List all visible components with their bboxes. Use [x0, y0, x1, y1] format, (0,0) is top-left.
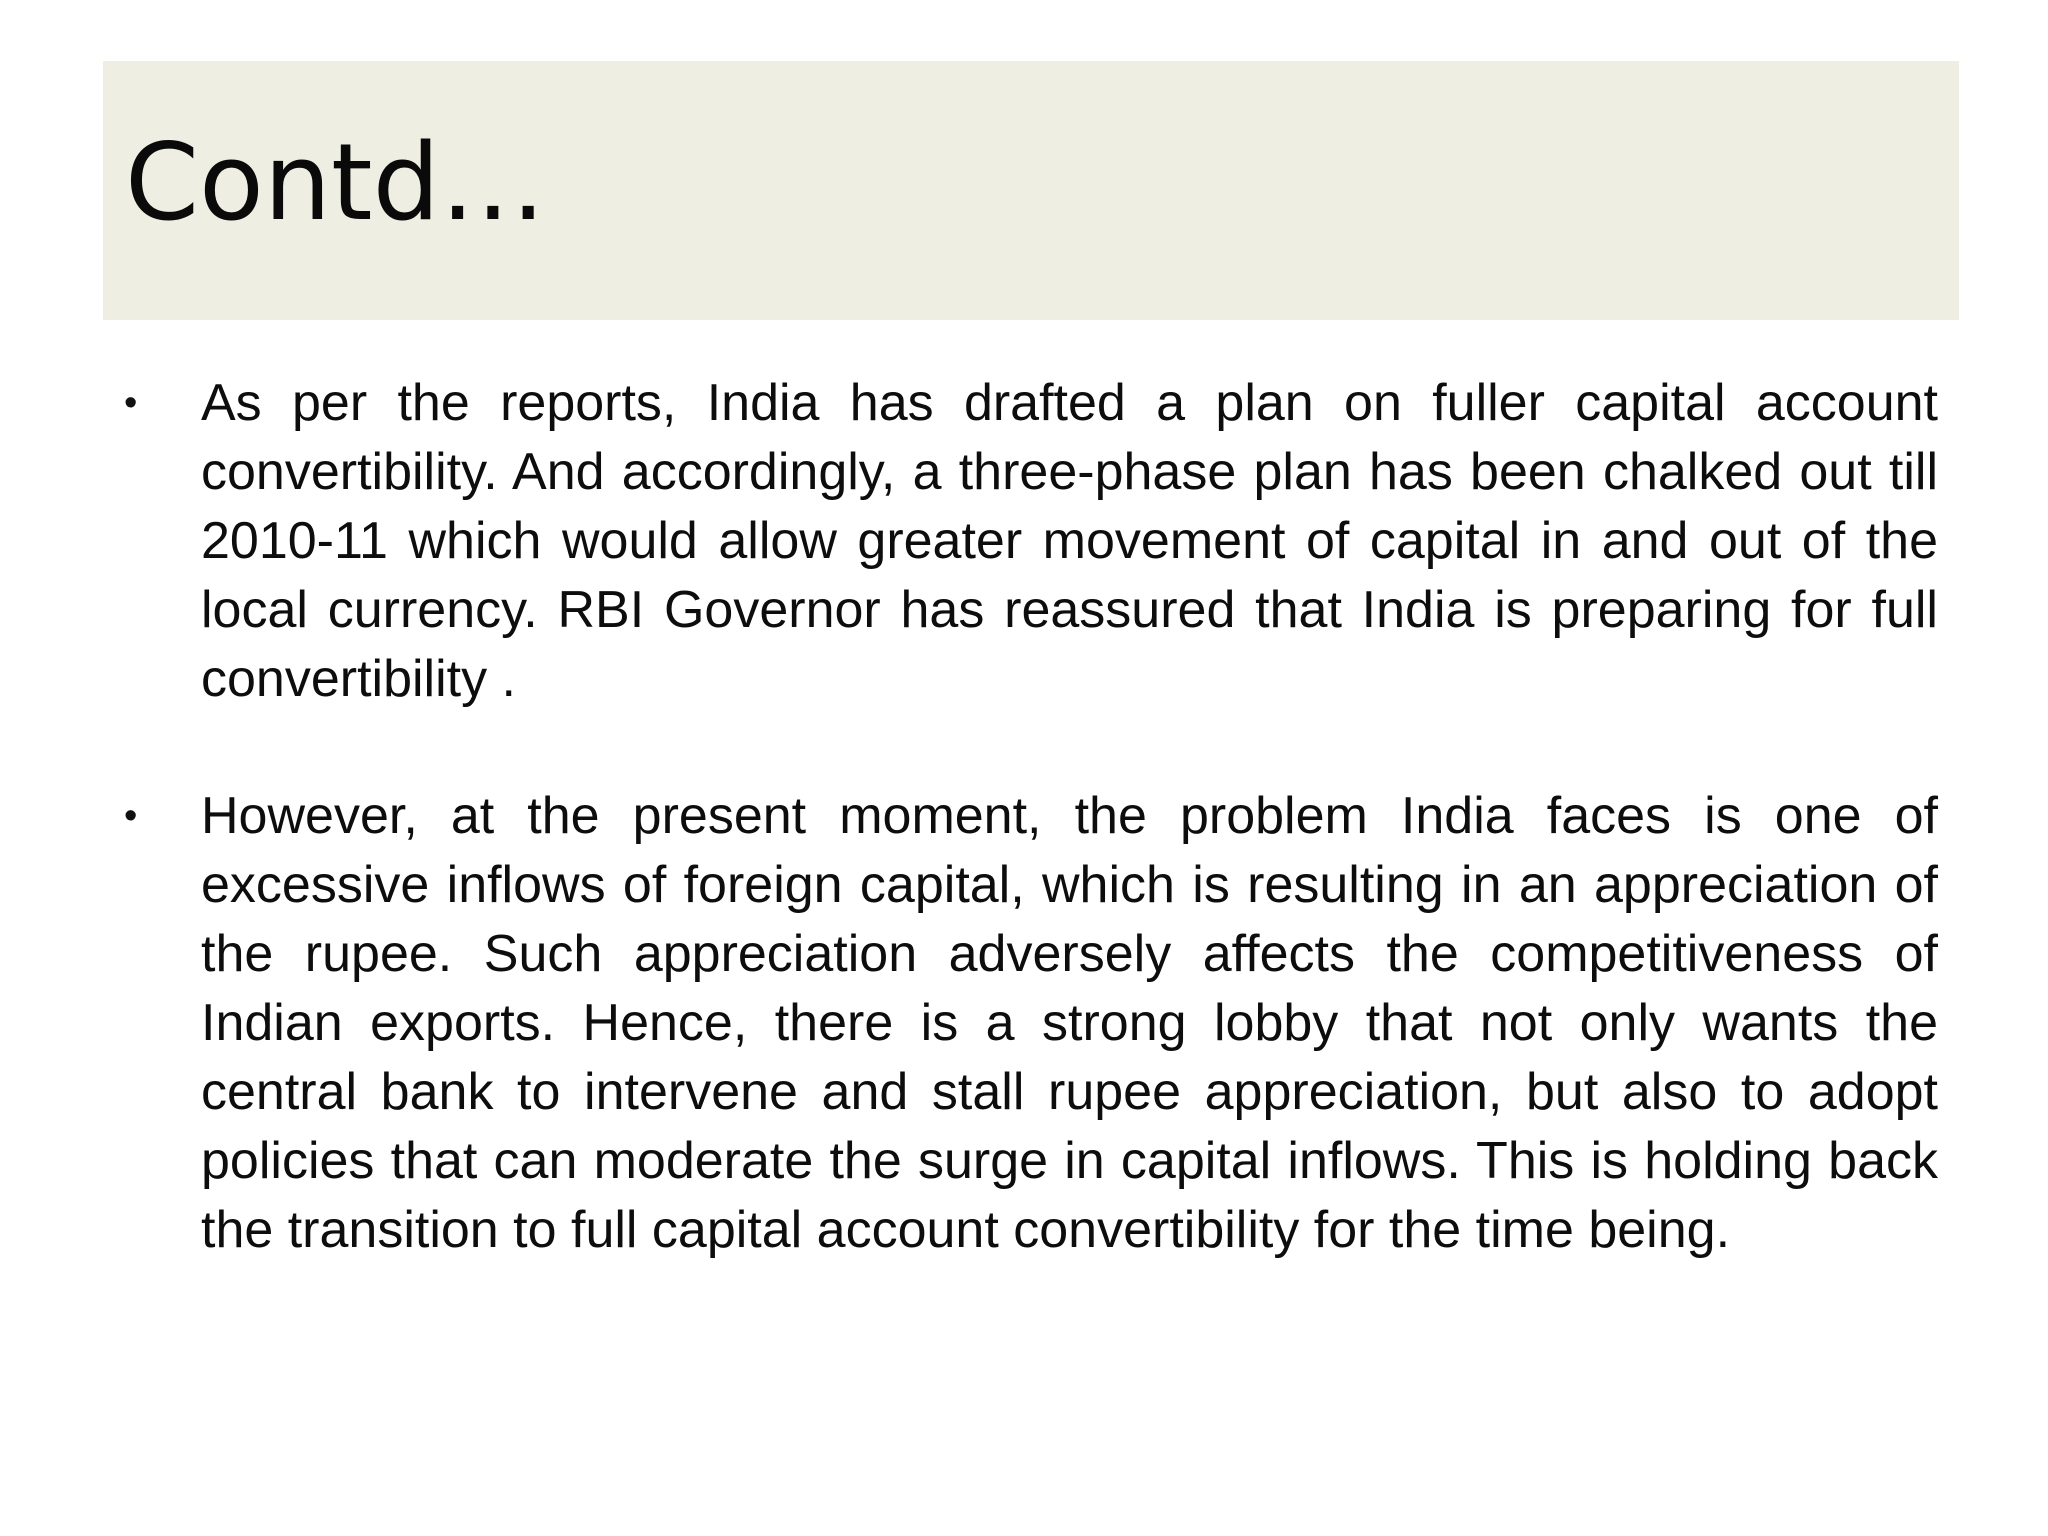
bullet-item: [124, 369, 1938, 714]
title-band: [103, 61, 1959, 320]
bullet-item: [124, 782, 1938, 1265]
bullet-list: [124, 369, 1938, 1265]
slide-title: Contd…: [125, 121, 546, 244]
bullet-text: As per the reports, India has drafted a plan on fuller capital account convertibility. And accordingly, a three-phase plan has been chalked out till 2010-11 which would allow greater movement of capital in and out of the local currency. RBI Governor has reassured that India is preparing for full convertibility .: [201, 374, 1938, 708]
bullet-text: However, at the present moment, the problem India faces is one of excessive inflows of foreign capital, which is resulting in an appreciation of the rupee. Such appreciation adversely affects the competitiveness of Indian exports. Hence, there is a strong lobby that not only wants the central bank to intervene and stall rupee appreciation, but also to adopt policies that can moderate the surge in capital inflows. This is holding back the transition to full capital account convertibility for the time being.: [201, 787, 1938, 1259]
bullet-dot-icon: •: [124, 795, 138, 837]
bullet-dot-icon: •: [124, 382, 138, 424]
